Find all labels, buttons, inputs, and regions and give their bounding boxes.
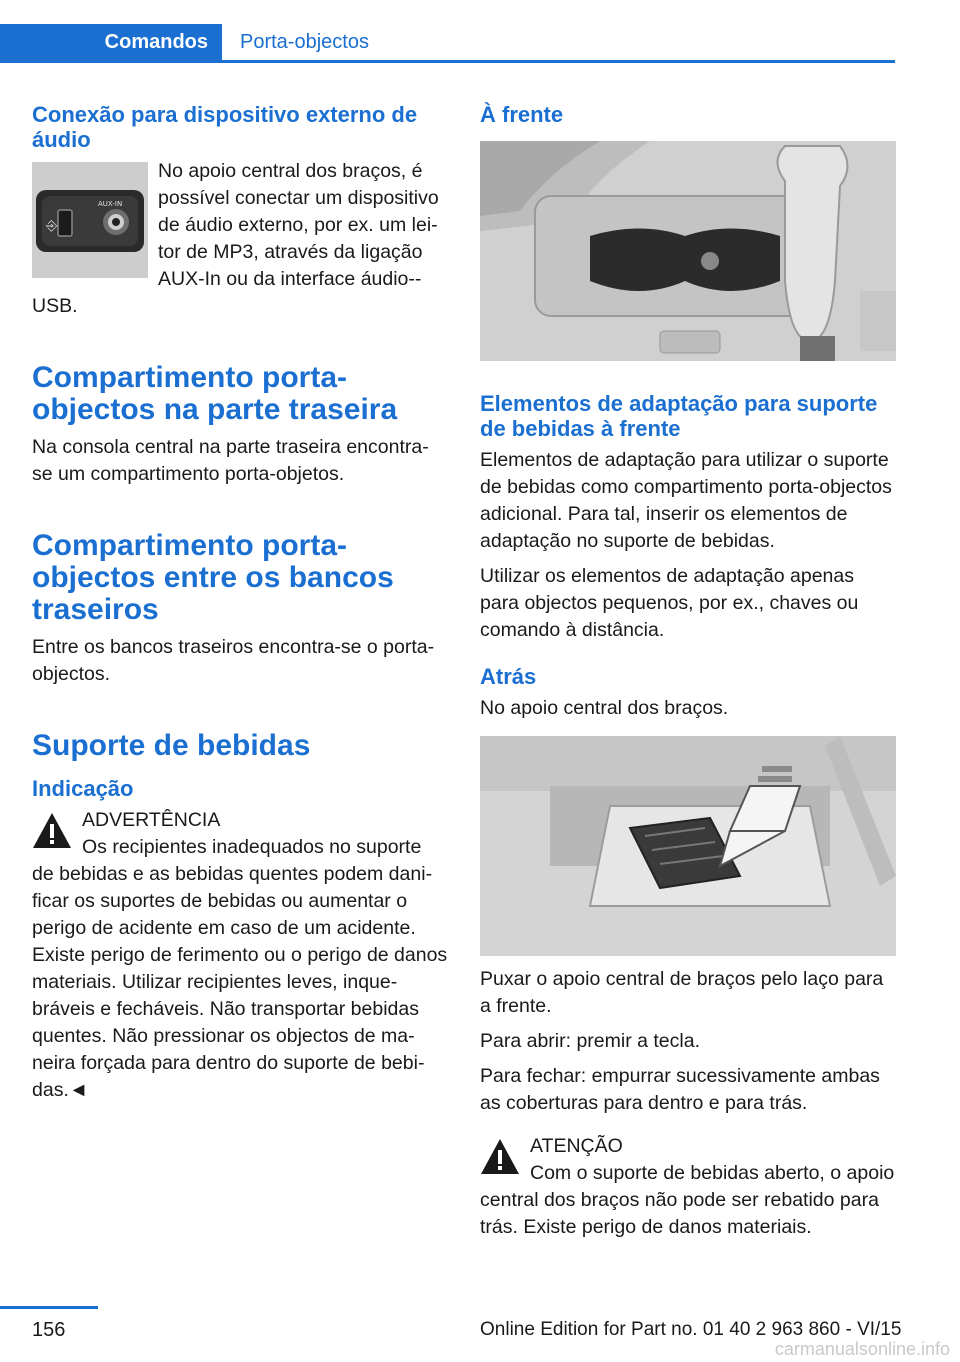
rear-body: No apoio central dos braços. [480, 697, 729, 719]
aux-section [32, 158, 448, 328]
front-cupholder-photo [480, 141, 896, 361]
attention-body: Com o suporte de bebidas aberto, o apoio central dos braços não pode ser rebatido para trás. Existe perigo de danos materiais. [480, 1162, 895, 1238]
attention-block [480, 1133, 896, 1241]
warning-block [32, 807, 448, 1104]
aux-usb-jack-image [32, 162, 148, 278]
warning-triangle-icon [32, 811, 72, 851]
rear-heading: Atrás [480, 664, 537, 689]
warning-triangle-icon [480, 1137, 520, 1177]
adaptation-heading: Elementos de adaptação para suporte de bebidas à frente [480, 391, 878, 441]
adaptation-body-1: Elementos de adaptação para utilizar o suporte de bebidas como compartimento porta-objectos adicional. Para tal, inserir os elementos de adaptação no suporte de bebidas. [480, 449, 892, 552]
close-text: Para fechar: empurrar sucessivamente ambas as coberturas para dentro e para trás. [480, 1065, 880, 1114]
warning-label: ADVERTÊNCIA [82, 809, 221, 831]
left-column [32, 102, 448, 1104]
open-text: Para abrir: premir a tecla. [480, 1030, 700, 1052]
page-number: 156 [32, 1319, 66, 1341]
seats-compartment-heading: Compartimento porta-objectos entre os bancos traseiros [32, 529, 394, 626]
front-heading: À frente [480, 102, 564, 127]
aux-heading: Conexão para dispositivo externo de áudio [32, 102, 418, 152]
attention-label: ATENÇÃO [530, 1135, 623, 1157]
note-heading: Indicação [32, 776, 134, 801]
pull-text: Puxar o apoio central de braços pelo laço para a frente. [480, 968, 884, 1017]
aux-in-label: AUX-IN [98, 200, 123, 208]
aux-body: No apoio central dos braços, é possível conectar um dispositivo de áudio externo, por ex. um leitor de MP3, através da ligação AUX-In ou da interface áudio-USB. [32, 160, 439, 317]
tab-comandos[interactable]: Comandos [0, 24, 222, 60]
rear-compartment-heading: Compartimento porta-objectos na parte traseira [32, 361, 398, 426]
watermark: carmanualsonline.info [774, 1339, 950, 1359]
warning-body: Os recipientes inadequados no suporte de bebidas e as bebidas quentes podem danificar os suportes de bebidas ou aumentar o perigo de acidente em caso de um acidente. Existe perigo de ferimento ou o perigo de danos materiais. Utilizar recipientes leves, inquebráveis e fecháveis. Não transportar bebidas quentes. Não pressionar os objectos de maneira forçada para dentro do suporte de bebidas.◄ [32, 836, 448, 1101]
rear-armrest-photo [480, 736, 896, 956]
page-number-bar [0, 1306, 98, 1309]
chapter-tab-bar [0, 24, 895, 63]
cup-holder-heading: Suporte de bebidas [32, 729, 311, 762]
svg-text:⎆: ⎆ [46, 218, 58, 234]
tab-porta-objectos[interactable]: Porta-objectos [240, 31, 369, 53]
edition-footer: Online Edition for Part no. 01 40 2 963 860 - VI/15 [480, 1319, 902, 1340]
adaptation-body-2: Utilizar os elementos de adaptação apenas para objectos pequenos, por ex., chaves ou comando à distância. [480, 565, 859, 641]
seats-compartment-body: Entre os bancos traseiros encontra-se o porta-objectos. [32, 636, 435, 685]
rear-compartment-body: Na consola central na parte traseira encontra-se um compartimento porta-objetos. [32, 436, 429, 485]
right-column [480, 102, 896, 1249]
